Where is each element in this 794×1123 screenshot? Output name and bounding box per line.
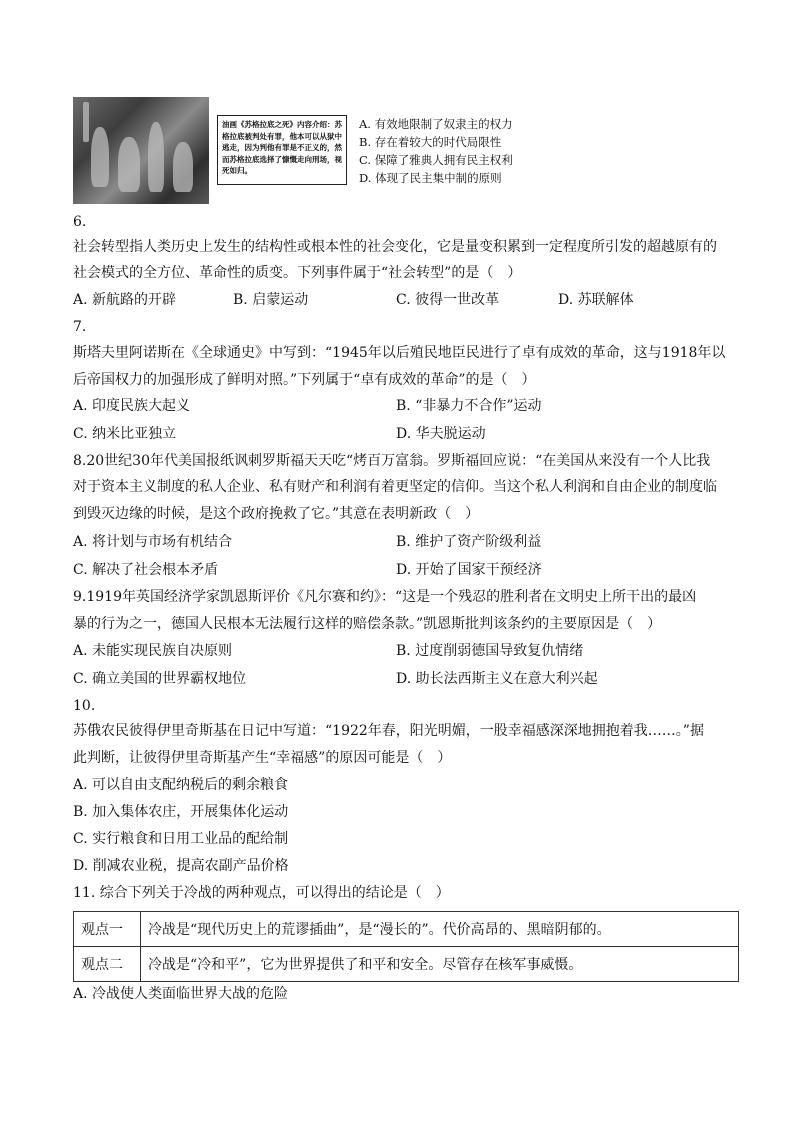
viewpoint-label: 观点二 xyxy=(74,947,141,982)
q7-number: 7. xyxy=(73,319,87,335)
q9-option-c: C. 确立美国的世界霸权地位 xyxy=(73,671,247,687)
q11-stem: 11. 综合下列关于冷战的两种观点，可以得出的结论是（ ） xyxy=(73,885,450,901)
q9-option-a: A. 未能实现民族自决原则 xyxy=(73,643,233,659)
q10-stem-line: 此判断，让彼得伊里奇斯基产生“幸福感”的原因可能是（ ） xyxy=(73,750,452,766)
q10-stem-line: 苏俄农民彼得伊里奇斯基在日记中写道：“1922年春，阳光明媚，一股幸福感深深地拥抱着我……。”据 xyxy=(73,723,704,739)
viewpoint-text: 冷战是“冷和平”，它为世界提供了和平和安全。尽管存在核军事威慑。 xyxy=(141,947,739,982)
table-row xyxy=(74,947,739,982)
q7-stem-line: 后帝国权力的加强形成了鲜明对照。”下列属于“卓有成效的革命”的是（ ） xyxy=(73,372,536,388)
q7-option-c: C. 纳米比亚独立 xyxy=(73,426,177,442)
q9-option-b: B. 过度削弱德国导致复仇情绪 xyxy=(396,643,584,659)
q6-stem-line: 社会转型指人类历史上发生的结构性或根本性的社会变化，它是量变积累到一定程度所引发的超越原有的 xyxy=(73,239,717,255)
q6-option-d: D. 苏联解体 xyxy=(558,292,634,308)
q7-option-d: D. 华夫脱运动 xyxy=(396,426,486,442)
q5-option-c: C. 保障了雅典人拥有民主权利 xyxy=(359,153,513,167)
q5-option-b: B. 存在着较大的时代局限性 xyxy=(359,135,502,149)
q11-option-a: A. 冷战使人类面临世界大战的危险 xyxy=(73,986,289,1002)
q5-option-a: A. 有效地限制了奴隶主的权力 xyxy=(359,117,513,131)
painting-death-of-socrates xyxy=(73,97,209,204)
q9-stem-line: 暴的行为之一，德国人民根本无法履行这样的赔偿条款。”凯恩斯批判该条约的主要原因是（ ） xyxy=(73,616,662,632)
q10-option-c: C. 实行粮食和日用工业品的配给制 xyxy=(73,831,289,847)
q8-stem-line: 8.20世纪30年代美国报纸讽刺罗斯福天天吃“烤百万富翁。罗斯福回应说：“在美国从来没有一个人比我 xyxy=(73,453,711,469)
viewpoint-label: 观点一 xyxy=(74,912,141,947)
q8-stem-line: 对于资本主义制度的私人企业、私有财产和利润有着更坚定的信仰。当这个私人利润和自由企业的制度临 xyxy=(73,479,717,495)
q10-option-b: B. 加入集体农庄，开展集体化运动 xyxy=(73,804,289,820)
q7-option-b: B. “非暴力不合作”运动 xyxy=(396,398,542,414)
q7-option-a: A. 印度民族大起义 xyxy=(73,398,191,414)
painting-caption: 油画《苏格拉底之死》内容介绍：苏格拉底被判处有罪，他本可以从狱中逃走，因为判他有罪是不正义的，然而苏格拉底选择了慷慨走向刑场，视死如归。 xyxy=(217,115,347,185)
q6-stem-line: 社会模式的全方位、革命性的质变。下列事件属于“社会转型”的是（ ） xyxy=(73,265,522,281)
q8-option-d: D. 开始了国家干预经济 xyxy=(396,562,542,578)
q8-option-c: C. 解决了社会根本矛盾 xyxy=(73,562,219,578)
viewpoint-text: 冷战是“现代历史上的荒谬插曲”，是“漫长的”。代价高昂的、黑暗阴郁的。 xyxy=(141,912,739,947)
q10-option-a: A. 可以自由支配纳税后的剩余粮食 xyxy=(73,777,289,793)
q9-stem-line: 9.1919年英国经济学家凯恩斯评价《凡尔赛和约》：“这是一个残忍的胜利者在文明史上所干出的最凶 xyxy=(73,589,697,605)
q8-option-a: A. 将计划与市场有机结合 xyxy=(73,534,233,550)
q7-stem-line: 斯塔夫里阿诺斯在《全球通史》中写到：“1945年以后殖民地臣民进行了卓有成效的革命，这与1918年以 xyxy=(73,345,726,361)
table-row xyxy=(74,912,739,947)
q10-option-d: D. 削减农业税，提高农副产品价格 xyxy=(73,858,289,874)
q6-number: 6. xyxy=(73,214,87,230)
q6-option-b: B. 启蒙运动 xyxy=(233,292,309,308)
q10-number: 10. xyxy=(73,698,96,714)
viewpoints-table xyxy=(73,911,739,982)
q5-option-d: D. 体现了民主集中制的原则 xyxy=(359,171,502,185)
q6-option-c: C. 彼得一世改革 xyxy=(396,292,500,308)
q8-option-b: B. 维护了资产阶级利益 xyxy=(396,534,542,550)
q8-stem-line: 到毁灭边缘的时候，是这个政府挽救了它。”其意在表明新政（ ） xyxy=(73,506,480,522)
q9-option-d: D. 助长法西斯主义在意大利兴起 xyxy=(396,671,598,687)
q6-option-a: A. 新航路的开辟 xyxy=(73,292,177,308)
